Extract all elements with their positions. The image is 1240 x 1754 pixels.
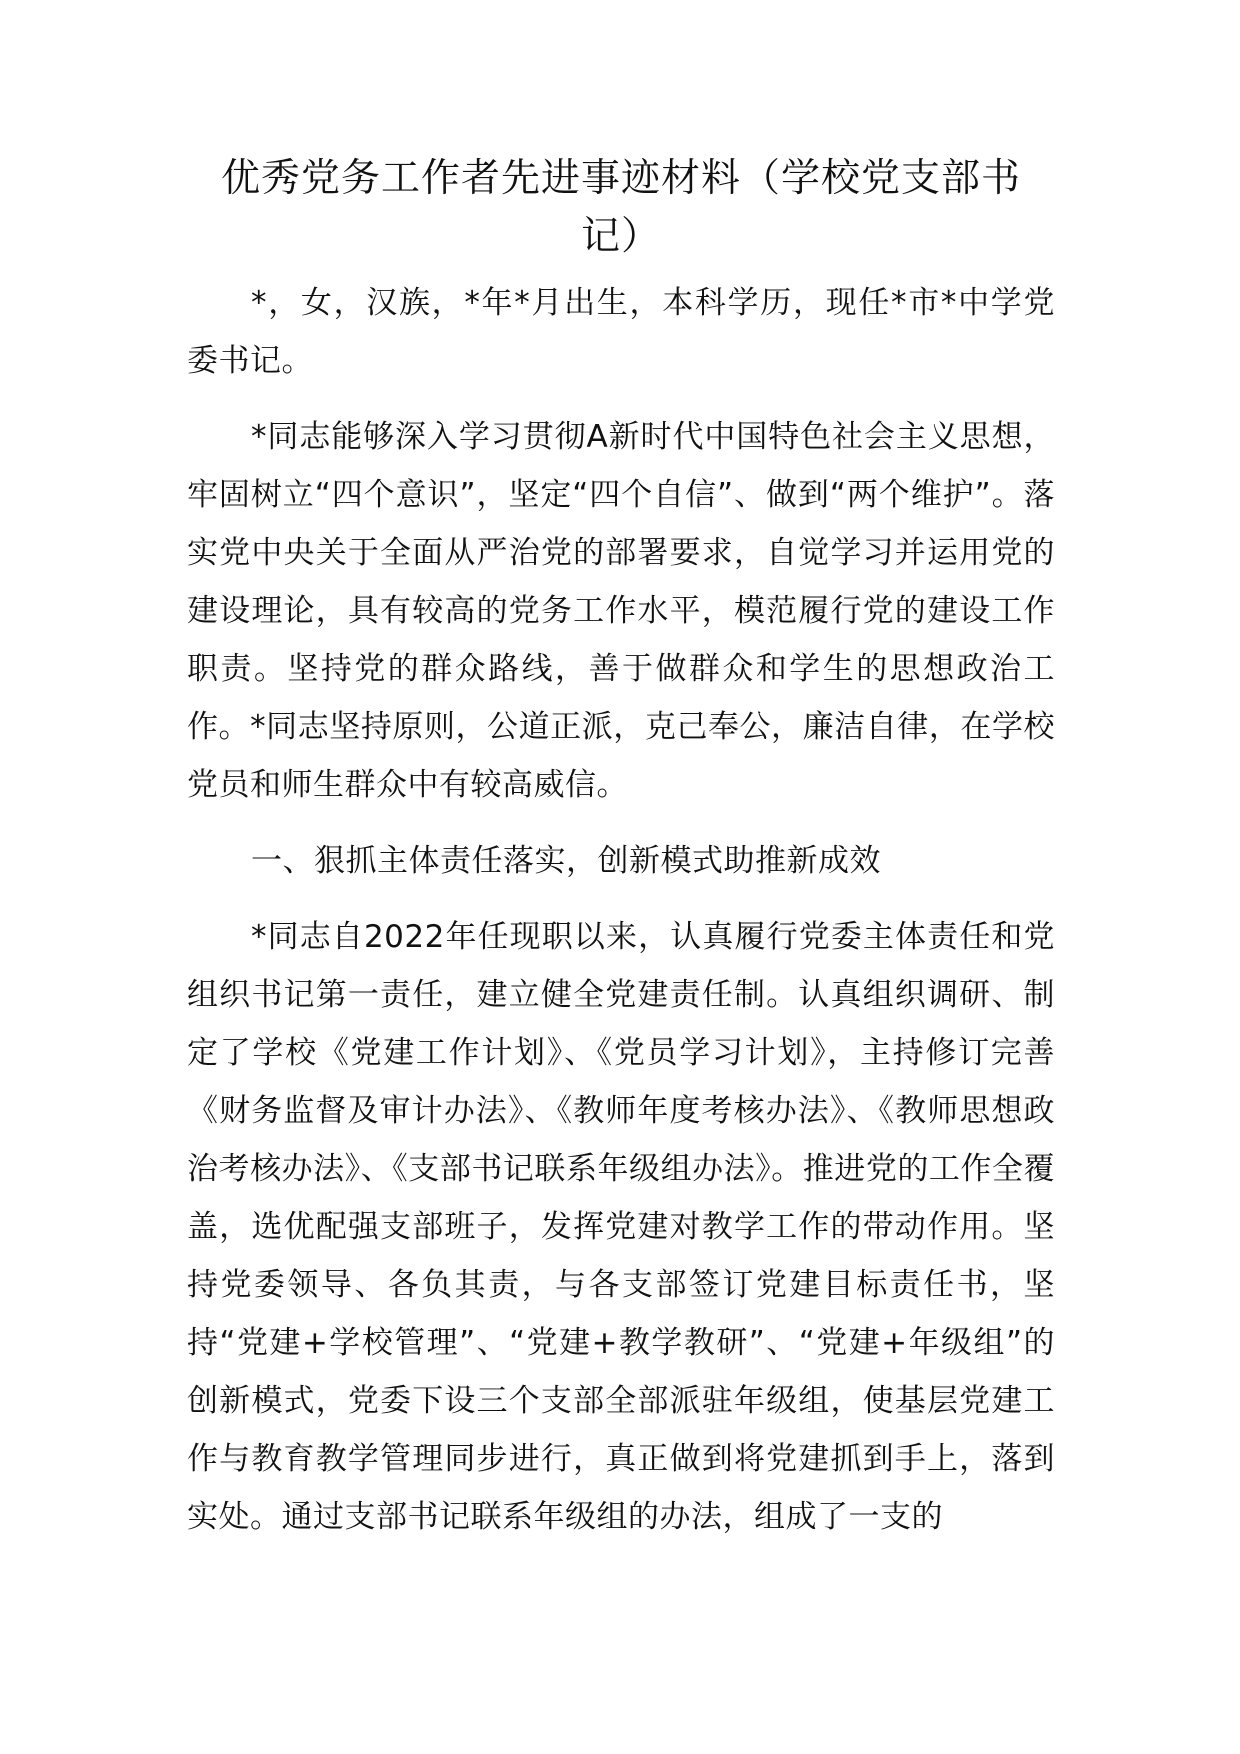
section-heading: 一、狠抓主体责任落实，创新模式助推新成效 xyxy=(251,843,881,879)
paragraph-profile: *，女，汉族，*年*月出生，本科学历，现任*市*中学党委书记。 xyxy=(187,285,1055,379)
document-title: 优秀党务工作者先进事迹材料（学校党支部书记） xyxy=(220,156,1021,259)
paragraph-summary: *同志能够深入学习贯彻A新时代中国特色社会主义思想，牢固树立“四个意识”，坚定“四个自信”、做到“两个维护”。落实党中央关于全面从严治党的部署要求，自觉学习并运用党的建设理论，具有较高的党务工作水平，模范履行党的建设工作职责。坚持党的群众路线，善于做群众和学生的思想政治工作。*同志坚持原则，公道正派，克己奉公，廉洁自律，在学校党员和师生群众中有较高威信。 xyxy=(187,419,1055,803)
document-body xyxy=(187,150,1055,1546)
paragraph-section-one: *同志自2022年任现职以来，认真履行党委主体责任和党组织书记第一责任，建立健全党建责任制。认真组织调研、制定了学校《党建工作计划》、《党员学习计划》，主持修订完善《财务监督及审计办法》、《教师年度考核办法》、《教师思想政治考核办法》、《支部书记联系年级组办法》。推进党的工作全覆盖，选优配强支部班子，发挥党建对教学工作的带动作用。坚持党委领导、各负其责，与各支部签订党建目标责任书，坚持“党建+学校管理”、“党建+教学教研”、“党建+年级组”的创新模式，党委下设三个支部全部派驻年级组，使基层党建工作与教育教学管理同步进行，真正做到将党建抓到手上，落到实处。通过支部书记联系年级组的办法，组成了一支的 xyxy=(187,919,1055,1535)
